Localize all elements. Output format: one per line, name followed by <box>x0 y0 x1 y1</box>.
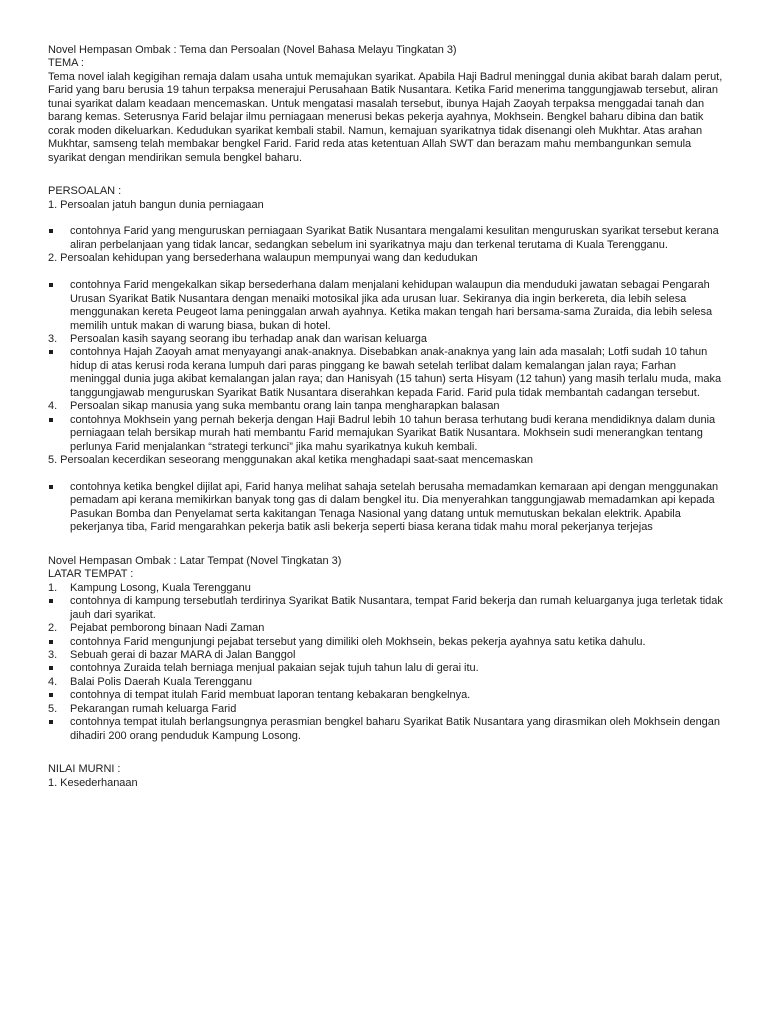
list-number: 5. <box>48 702 58 715</box>
latar-item-example-text: contohnya di kampung tersebutlah terdirinya Syarikat Batik Nusantara, tempat Farid bekerja dan rumah keluarganya juga terletak tidak jauh dari syarikat. <box>70 595 723 621</box>
latar-item-example-text: contohnya tempat itulah berlangsungnya perasmian bengkel baharu Syarikat Batik Nusantara yang dirasmikan oleh Mokhsein dengan dihadiri 200 orang penduduk Kampung Losong. <box>70 716 720 742</box>
bullet-icon <box>49 666 53 670</box>
persoalan-5-title: 5. Persoalan kecerdikan seseorang menggunakan akal ketika menghadapi saat-saat mencemaskan <box>48 454 533 467</box>
latar-item-example <box>48 716 724 743</box>
bullet-icon <box>49 693 53 697</box>
latar-item-place: Sebuah gerai di bazar MARA di Jalan Banggol <box>70 648 296 661</box>
persoalan-2-title: 2. Persoalan kehidupan yang bersederhana walaupun mempunyai wang dan kedudukan <box>48 252 478 265</box>
bullet-icon <box>49 720 53 724</box>
latar-item-place: Pejabat pemborong binaan Nadi Zaman <box>70 622 265 635</box>
persoalan-3-example <box>48 346 724 400</box>
latar-title: Novel Hempasan Ombak : Latar Tempat (Novel Tingkatan 3) <box>48 554 342 567</box>
persoalan-3-example-text: contohnya Hajah Zaoyah amat menyayangi anak-anaknya. Disebabkan anak-anaknya yang lain ada masalah; Lotfi sudah 10 tahun hidup di atas kerusi roda kerana lumpuh dari paras pinggang ke bawah setelah terlibat dalam kemalangan jalan raya; Farhan meninggal dunia juga akibat kemalangan jalan raya; dan Hanisyah (15 tahun) serta Hisyam (12 tahun) yang masih terlalu muda, maka tanggungjawab menguruskan Syarikat Batik Nusantara diserahkan kepada Farid. Farid pula tidak membantah cadangan tersebut. <box>70 346 722 399</box>
persoalan-2-example <box>48 279 724 333</box>
persoalan-heading: PERSOALAN : <box>48 185 122 198</box>
bullet-icon <box>49 485 53 489</box>
list-number: 3. <box>48 648 58 661</box>
latar-item <box>48 622 724 635</box>
nilai-heading: NILAI MURNI : <box>48 763 121 776</box>
latar-item <box>48 676 724 689</box>
persoalan-4-title-text: Persoalan sikap manusia yang suka membantu orang lain tanpa mengharapkan balasan <box>70 400 500 413</box>
tema-heading: TEMA : <box>48 57 84 70</box>
persoalan-3-title <box>48 333 724 346</box>
latar-item-example <box>48 689 724 702</box>
persoalan-4-example <box>48 414 724 454</box>
document-title: Novel Hempasan Ombak : Tema dan Persoalan (Novel Bahasa Melayu Tingkatan 3) <box>48 44 457 56</box>
persoalan-1-title: 1. Persoalan jatuh bangun dunia perniagaan <box>48 198 264 211</box>
bullet-icon <box>49 283 53 287</box>
latar-item-example-text: contohnya Farid mengunjungi pejabat tersebut yang dimiliki oleh Mokhsein, bekas pekerja ayahnya satu ketika dahulu. <box>70 635 646 648</box>
bullet-icon <box>49 229 53 233</box>
bullet-icon <box>49 350 53 354</box>
persoalan-5-example-text: contohnya ketika bengkel dijilat api, Farid hanya melihat sahaja setelah berusaha memadamkan kemaraan api dengan menggunakan pemadam api kerana memikirkan banyak tong gas di dalam bengkel itu. Dia menyerahkan tanggungjawab memadamkan api kepada Pasukan Bomba dan Penyelamat serta kakitangan Tenaga Nasional yang datang untuk memutuskan bekalan elektrik. Apabila pekerjanya tiba, Farid mengarahkan pekerja batik asli bekerja seperti biasa kerana tidak mahu moral pekerjanya terjejas <box>70 481 719 534</box>
latar-item <box>48 649 724 662</box>
bullet-icon <box>49 599 53 603</box>
latar-item-example <box>48 636 724 649</box>
persoalan-2-example-text: contohnya Farid mengekalkan sikap bersederhana dalam menjalani kehidupan walaupun dia menduduki jawatan sebagai Pengarah Urusan Syarikat Batik Nusantara dengan menaiki motosikal jika ada urusan luar. Sekiranya dia ingin berkereta, dia lebih selesa menggunakan kereta Peugeot lama peninggalan arwah ayahnya. Ketika makan tengah hari bersama-sama Zuraida, dia lebih selesa memilih untuk makan di warung biasa, bukan di hotel. <box>70 279 713 332</box>
tema-paragraph: Tema novel ialah kegigihan remaja dalam usaha untuk memajukan syarikat. Apabila Haji Badrul meninggal dunia akibat barah dalam perut, Farid yang baru berusia 19 tahun terpaksa menerajui Perusahaan Batik Nusantara. Ketika Farid menerima tanggungjawab tersebut, aliran tunai syarikat dalam keadaan mencemaskan. Untuk mengatasi masalah tersebut, ibunya Hajah Zaoyah terpaksa menggadai tanah dan barang kemas. Seterusnya Farid belajar ilmu perniagaan menerusi bekas pekerja ayahnya, Mokhsein. Bengkel baharu dibina dan batik corak moden dikeluarkan. Kedudukan syarikat kembali stabil. Namun, kemajuan syarikatnya tidak disenangi oleh Mukhtar. Atas arahan Mukhtar, samseng telah membakar bengkel Farid. Farid reda atas ketentuan Allah SWT dan berazam mahu membangunkan semula syarikat dengan mendirikan semula bengkel baharu. <box>48 70 723 164</box>
bullet-icon <box>49 640 53 644</box>
persoalan-1-example-text: contohnya Farid yang menguruskan perniagaan Syarikat Batik Nusantara mengalami kesulitan menguruskan syarikat tersebut kerana aliran perbelanjaan yang tidak lancar, sedangkan sebelum ini syarikatnya maju dan terkenal terutama di Kuala Terengganu. <box>70 225 719 251</box>
latar-item <box>48 582 724 595</box>
persoalan-3-title-text: Persoalan kasih sayang seorang ibu terhadap anak dan warisan keluarga <box>70 333 427 346</box>
latar-item-place: Pekarangan rumah keluarga Farid <box>70 702 237 715</box>
list-number: 3. <box>48 333 58 346</box>
list-number: 4. <box>48 675 58 688</box>
nilai-item-1: 1. Kesederhanaan <box>48 776 138 789</box>
latar-item-example-text: contohnya di tempat itulah Farid membuat laporan tentang kebakaran bengkelnya. <box>70 689 471 702</box>
persoalan-4-example-text: contohnya Mokhsein yang pernah bekerja dengan Haji Badrul lebih 10 tahun berasa terhutang budi kerana mendidiknya dalam dunia perniagaan telah bersikap murah hati membantu Farid memajukan Syarikat Batik Nusantara. Mokhsein sudi menerangkan tentang perlunya Farid menjalankan “strategi terkunci” jika mahu syarikatnya kukuh kembali. <box>70 413 716 453</box>
list-number: 1. <box>48 581 58 594</box>
latar-item-place: Balai Polis Daerah Kuala Terengganu <box>70 675 252 688</box>
latar-item-example <box>48 662 724 675</box>
latar-item-place: Kampung Losong, Kuala Terengganu <box>70 581 251 594</box>
latar-heading: LATAR TEMPAT : <box>48 568 134 581</box>
latar-item-example-text: contohnya Zuraida telah berniaga menjual pakaian sejak tujuh tahun lalu di gerai itu. <box>70 662 479 675</box>
persoalan-4-title <box>48 400 724 413</box>
list-number: 2. <box>48 622 58 635</box>
latar-item <box>48 703 724 716</box>
latar-item-example <box>48 595 724 622</box>
persoalan-1-example <box>48 225 724 252</box>
list-number: 4. <box>48 400 58 413</box>
bullet-icon <box>49 418 53 422</box>
persoalan-5-example <box>48 481 724 535</box>
document-body <box>48 44 724 790</box>
